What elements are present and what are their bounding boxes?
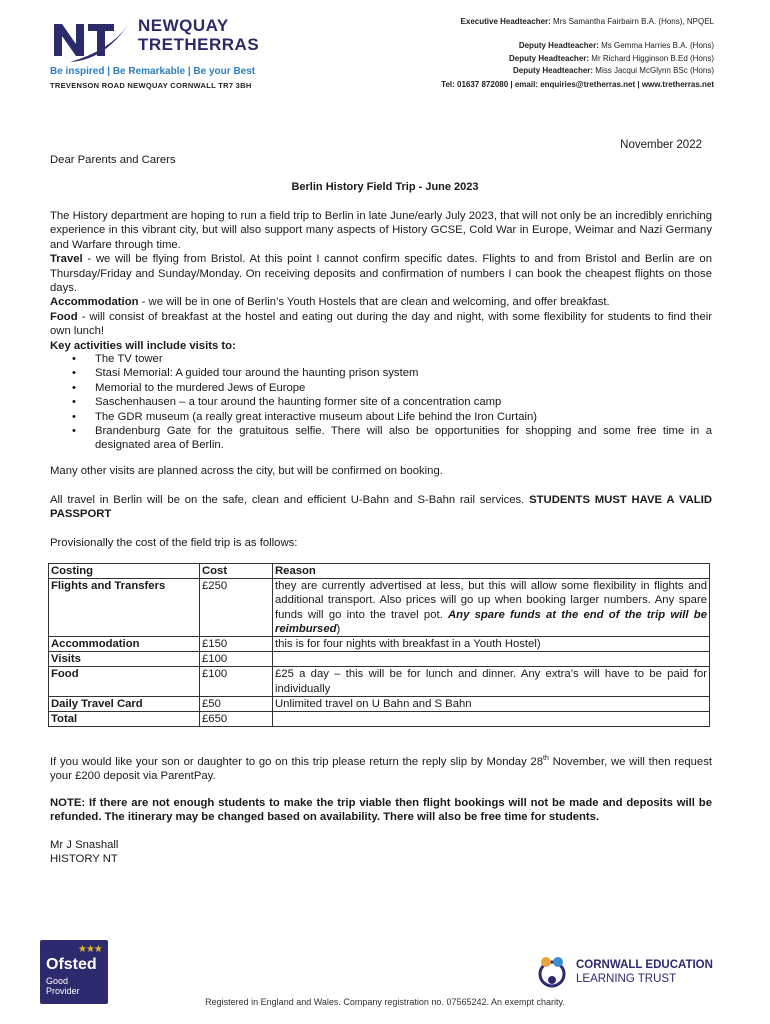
table-cell-cost: £100 [200,652,273,667]
table-header: Costing [49,564,200,579]
table-row [49,652,710,667]
school-motto: Be inspired | Be Remarkable | Be your Best [50,66,256,77]
table-cell-reason: Unlimited travel on U Bahn and S Bahn [273,696,710,711]
table-cell-reason [273,712,710,727]
staff-deputy-2: Deputy Headteacher: Mr Richard Higginson B.Ed (Hons) [509,53,714,63]
table-cell-item: Total [49,712,200,727]
key-activities-heading: Key activities will include visits to: [50,340,236,352]
accommodation-paragraph: Accommodation - we will be in one of Berlin’s Youth Hostels that are clean and welcoming, and offer breakfast. [50,296,610,309]
table-row-total [49,712,710,727]
intro-block [50,209,712,339]
table-row [49,696,710,711]
list-item: • Stasi Memorial: A guided tour around the haunting prison system [50,366,712,380]
letter-title: Berlin History Field Trip - June 2023 [291,181,479,193]
table-cell-reason: £25 a day – this will be for lunch and dinner. Any extra’s will have to be paid for individually [273,667,710,696]
table-cell-item: Visits [49,652,200,667]
salutation: Dear Parents and Carers [50,154,176,166]
list-item: • Saschenhausen – a tour around the haunting former site of a concentration camp [50,395,712,409]
food-paragraph: Food - will consist of breakfast at the hostel and eating out during the day and night, with some flexibility for students to find their own lunch! [50,310,712,338]
list-item: • Memorial to the murdered Jews of Europe [50,381,712,395]
list-item: • Brandenburg Gate for the gratuitous selfie. There will also be opportunities for shopping and some free time in a designated area of Berlin. [50,424,712,453]
table-cell-cost: £50 [200,696,273,711]
table-row [49,667,710,696]
signature-department: HISTORY NT [50,853,118,866]
other-visits-paragraph: Many other visits are planned across the city, but will be confirmed on booking. [50,465,443,477]
staff-deputy-1: Deputy Headteacher: Ms Gemma Harries B.A. (Hons) [518,41,714,51]
table-header-row [49,564,710,579]
table-cell-cost: £100 [200,667,273,696]
staff-deputy-3: Deputy Headteacher: Miss Jacqui McGlynn BSc (Hons) [513,66,714,76]
berlin-travel-paragraph: All travel in Berlin will be on the safe, clean and efficient U-Bahn and S-Bahn rail services. STUDENTS MUST HAVE A VALID PASSPORT [50,494,712,521]
passport-warning: STUDENTS MUST HAVE A VALID PASSPORT [50,494,712,521]
table-cell-cost: £650 [200,712,273,727]
intro-paragraph: The History department are hoping to run a field trip to Berlin in late June/early July 2023, that will not only be an incredibly enriching experience in this vibrant city, but will also support many aspects of History GCSE, Cold War in Europe, Weimar and Nazi Germany and Warfare through time. [50,210,712,251]
table-cell-reason: this is for four nights with breakfast in a Youth Hostel) [273,637,710,652]
staff-list [461,16,714,78]
trust-logo-icon [532,950,572,990]
table-header: Cost [200,564,273,579]
school-address: TREVENSON ROAD NEWQUAY CORNWALL TR7 3BH [50,81,252,90]
table-cell-cost: £250 [200,579,273,637]
cost-table [48,563,710,727]
signature-name: Mr J Snashall [50,839,119,851]
activities-list [50,352,712,453]
ofsted-badge: ★★★ Ofsted Good Provider [40,940,108,1004]
note-paragraph: NOTE: If there are not enough students to make the trip viable then flight bookings will not be made and deposits will be refunded. The itinerary may be changed based on availability. There will also be free time for students. [50,797,712,824]
ofsted-stars-icon: ★★★ [78,944,102,955]
table-cell-reason [273,652,710,667]
reply-paragraph: If you would like your son or daughter to go on this trip please return the reply slip by Monday 28th November, we will then request your £200 deposit via ParentPay. [50,755,712,783]
table-cell-item: Daily Travel Card [49,696,200,711]
table-cell-reason: they are currently advertised at less, but this will allow some flexibility in flights and additional transport. Also prices will go up when booking larger numbers. Any spare funds will go into the travel pot. Any spare funds at the end of the trip will be reimbursed) [273,579,710,637]
table-row [49,637,710,652]
list-item: • The TV tower [50,352,712,366]
travel-paragraph: Travel - we will be flying from Bristol. At this point I cannot confirm specific dates. Flights to and from Bristol and Berlin are on Thursday/Friday and Sunday/Monday. On receiving deposits and confirmation of numbers I can book the cheapest flights on those days. [50,253,712,295]
table-cell-cost: £150 [200,637,273,652]
list-item: • The GDR museum (a really great interactive museum about Life behind the Iron Curtain) [50,410,712,424]
table-cell-item: Flights and Transfers [49,579,200,637]
school-logo-icon [50,16,135,66]
provisional-cost-intro: Provisionally the cost of the field trip is as follows: [50,537,298,549]
table-row [49,579,710,637]
registration-footer: Registered in England and Wales. Company registration no. 07565242. An exempt charity. [205,997,565,1007]
staff-executive: Executive Headteacher: Mrs Samantha Fairbairn B.A. (Hons), NPQEL [460,17,714,26]
contact-line: Tel: 01637 872080 | email: enquiries@tretherras.net | www.tretherras.net [441,80,714,89]
table-header: Reason [273,564,710,579]
school-name: NEWQUAY TRETHERRAS [138,16,260,54]
trust-name: CORNWALL EDUCATION LEARNING TRUST [576,959,713,985]
signature [50,838,712,867]
table-cell-item: Accommodation [49,637,200,652]
letter-date: November 2022 [620,139,702,151]
table-cell-item: Food [49,667,200,696]
